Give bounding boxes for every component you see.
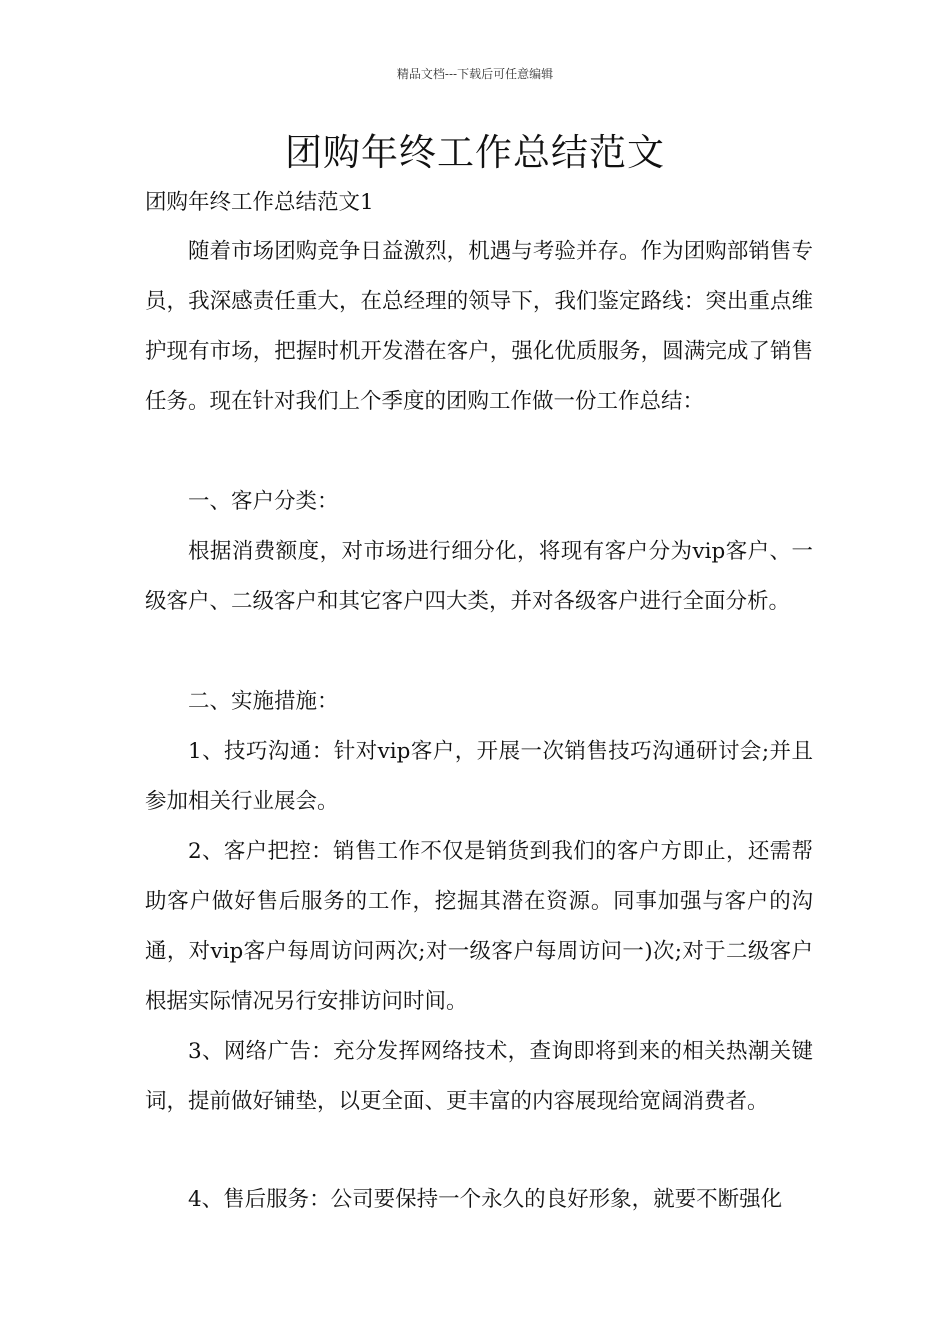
section-heading-measures [145,677,813,727]
paragraph-measure-2-text: 2、客户把控：销售工作不仅是销货到我们的客户方即止，还需帮助客户做好售后服务的工作，挖掘其潜在资源。同事加强与客户的沟通，对vip客户每周访问两次;对一级客户每周访问一)次;对于二级客户根据实际情况另行安排访问时间。 [145,839,813,1014]
document-subtitle: 团购年终工作总结范文1 [145,190,374,215]
paragraph-measure-3 [145,1027,813,1127]
paragraph-measure-4 [145,1175,813,1225]
paragraph-measure-2 [145,827,813,1027]
paragraph-measure-1 [145,727,813,827]
paragraph-measure-3-text: 3、网络广告：充分发挥网络技术，查询即将到来的相关热潮关键词，提前做好铺垫，以更全面、更丰富的内容展现给宽阔消费者。 [145,1039,813,1114]
paragraph-intro-text: 随着市场团购竞争日益激烈，机遇与考验并存。作为团购部销售专员，我深感责任重大，在总经理的领导下，我们鉴定路线：突出重点维护现有市场，把握时机开发潜在客户，强化优质服务，圆满完成了销售任务。现在针对我们上个季度的团购工作做一份工作总结： [145,239,813,414]
section-heading-2-text: 二、实施措施： [188,689,339,714]
paragraph-classification-text: 根据消费额度，对市场进行细分化，将现有客户分为vip客户、一级客户、二级客户和其它客户四大类，并对各级客户进行全面分析。 [145,539,813,614]
paragraph-measure-1-text: 1、技巧沟通：针对vip客户，开展一次销售技巧沟通研讨会;并且参加相关行业展会。 [145,739,813,814]
section-heading-1-text: 一、客户分类： [188,489,339,514]
header-note: 精品文档---下载后可任意编辑 [396,67,554,81]
paragraph-classification [145,527,813,627]
document-title: 团购年终工作总结范文 [285,131,665,174]
paragraph-measure-4-text: 4、售后服务：公司要保持一个永久的良好形象，就要不断强化 [188,1187,783,1212]
section-heading-customer-classification [145,477,813,527]
paragraph-intro [145,227,813,427]
